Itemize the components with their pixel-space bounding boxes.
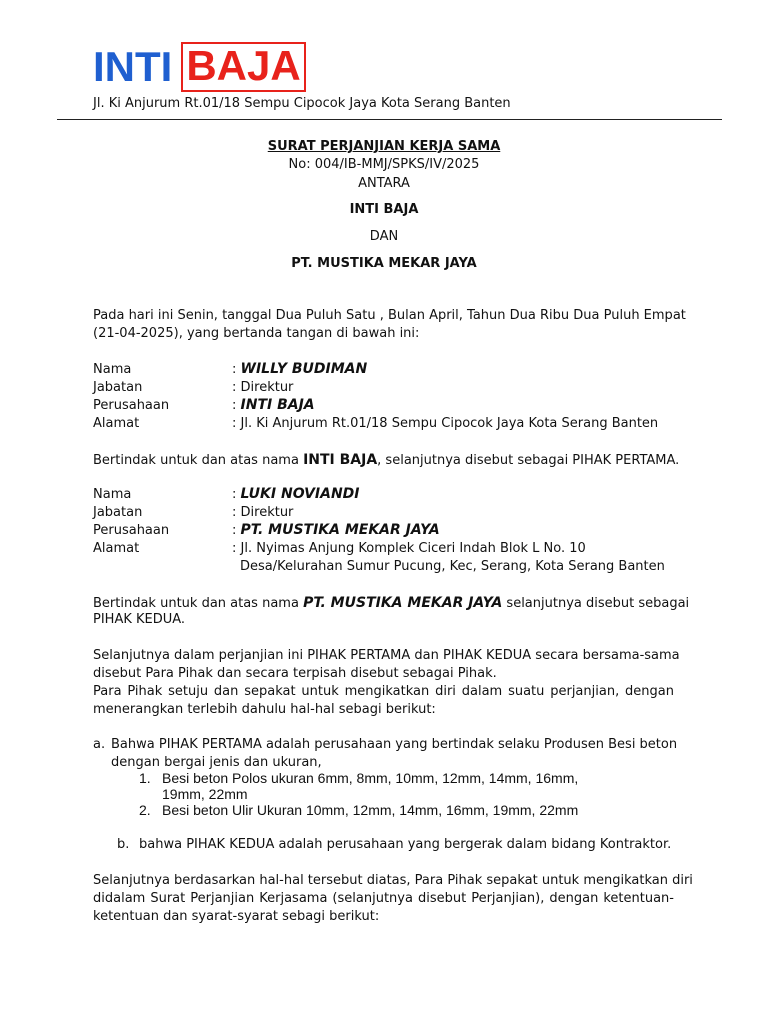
intro-line-2: (21-04-2025), yang bertanda tangan di bawah ini: <box>93 326 420 341</box>
label-alamat: Alamat <box>93 541 140 556</box>
closing-line-2: didalam Surat Perjanjian Kerjasama (selanjutnya disebut Perjanjian), dengan ketentuan- <box>93 891 674 906</box>
header-divider <box>57 119 722 120</box>
para-pihak-line-2: disebut Para Pihak dan secara terpisah disebut sebagai Pihak. <box>93 666 497 681</box>
party-second-position: : Direktur <box>232 505 294 520</box>
letterhead-address: Jl. Ki Anjurum Rt.01/18 Sempu Cipocok Jaya Kota Serang Banten <box>93 96 511 111</box>
intro-line-1: Pada hari ini Senin, tanggal Dua Puluh Satu , Bulan April, Tahun Dua Ribu Dua Puluh Empat <box>93 308 686 323</box>
closing-line-1: Selanjutnya berdasarkan hal-hal tersebut diatas, Para Pihak sepakat untuk mengikatkan diri <box>93 873 693 888</box>
party-second-address-1: : Jl. Nyimas Anjung Komplek Ciceri Indah Blok L No. 10 <box>232 541 586 556</box>
party-second-company: : PT. MUSTIKA MEKAR JAYA <box>232 522 440 538</box>
party-two-title: PT. MUSTIKA MEKAR JAYA <box>291 256 477 271</box>
label-perusahaan: Perusahaan <box>93 523 170 538</box>
label-alamat: Alamat <box>93 416 140 431</box>
party-first-name: : WILLY BUDIMAN <box>232 361 368 377</box>
label-nama: Nama <box>93 487 132 502</box>
company-logo <box>93 42 306 92</box>
dan-label: DAN <box>369 229 399 244</box>
party-first-company: : INTI BAJA <box>232 397 315 413</box>
document-number: No: 004/IB-MMJ/SPKS/IV/2025 <box>288 157 480 172</box>
para-pihak-line-4: menerangkan terlebih dahulu hal-hal sebagi berikut: <box>93 702 436 717</box>
label-jabatan: Jabatan <box>93 380 143 395</box>
point-a-line-1: Bahwa PIHAK PERTAMA adalah perusahaan yang bertindak selaku Produsen Besi beton <box>111 737 678 752</box>
label-perusahaan: Perusahaan <box>93 398 170 413</box>
point-a-line-2: dengan bergai jenis dan ukuran, <box>111 755 322 770</box>
party-second-statement-line2: PIHAK KEDUA. <box>93 612 186 627</box>
closing-line-3: ketentuan dan syarat-syarat sebagi berikut: <box>93 909 380 924</box>
label-jabatan: Jabatan <box>93 505 143 520</box>
sub-item-2-line-1: Besi beton Ulir Ukuran 10mm, 12mm, 14mm, 16mm, 19mm, 22mm <box>162 802 579 818</box>
point-a-marker: a. <box>93 737 106 752</box>
label-nama: Nama <box>93 362 132 377</box>
party-first-statement: Bertindak untuk dan atas nama INTI BAJA, selanjutnya disebut sebagai PIHAK PERTAMA. <box>93 452 680 468</box>
party-second-statement: Bertindak untuk dan atas nama PT. MUSTIKA MEKAR JAYA selanjutnya disebut sebagai <box>93 595 690 611</box>
party-first-address: : Jl. Ki Anjurum Rt.01/18 Sempu Cipocok Jaya Kota Serang Banten <box>232 416 659 431</box>
party-second-address-2: Desa/Kelurahan Sumur Pucung, Kec, Serang, Kota Serang Banten <box>240 559 665 574</box>
sub-item-1-line-2: 19mm, 22mm <box>162 786 248 802</box>
para-pihak-line-1: Selanjutnya dalam perjanjian ini PIHAK PERTAMA dan PIHAK KEDUA secara bersama-sama <box>93 648 680 663</box>
document-title: SURAT PERJANJIAN KERJA SAMA <box>267 139 501 154</box>
logo-word-inti: INTI <box>93 43 173 90</box>
para-pihak-line-3: Para Pihak setuju dan sepakat untuk mengikatkan diri dalam suatu perjanjian, dengan <box>93 684 674 699</box>
antara-label: ANTARA <box>358 176 410 191</box>
point-b-marker: b. <box>117 837 130 852</box>
sub-item-2-number: 2. <box>139 802 151 818</box>
party-second-name: : LUKI NOVIANDI <box>232 486 360 502</box>
logo-word-baja: BAJA <box>181 42 305 92</box>
sub-item-1-number: 1. <box>139 770 151 786</box>
sub-item-1-line-1: Besi beton Polos ukuran 6mm, 8mm, 10mm, 12mm, 14mm, 16mm, <box>162 770 579 786</box>
point-b-text: bahwa PIHAK KEDUA adalah perusahaan yang bergerak dalam bidang Kontraktor. <box>139 837 672 852</box>
party-first-position: : Direktur <box>232 380 294 395</box>
party-one-title: INTI BAJA <box>349 202 419 217</box>
